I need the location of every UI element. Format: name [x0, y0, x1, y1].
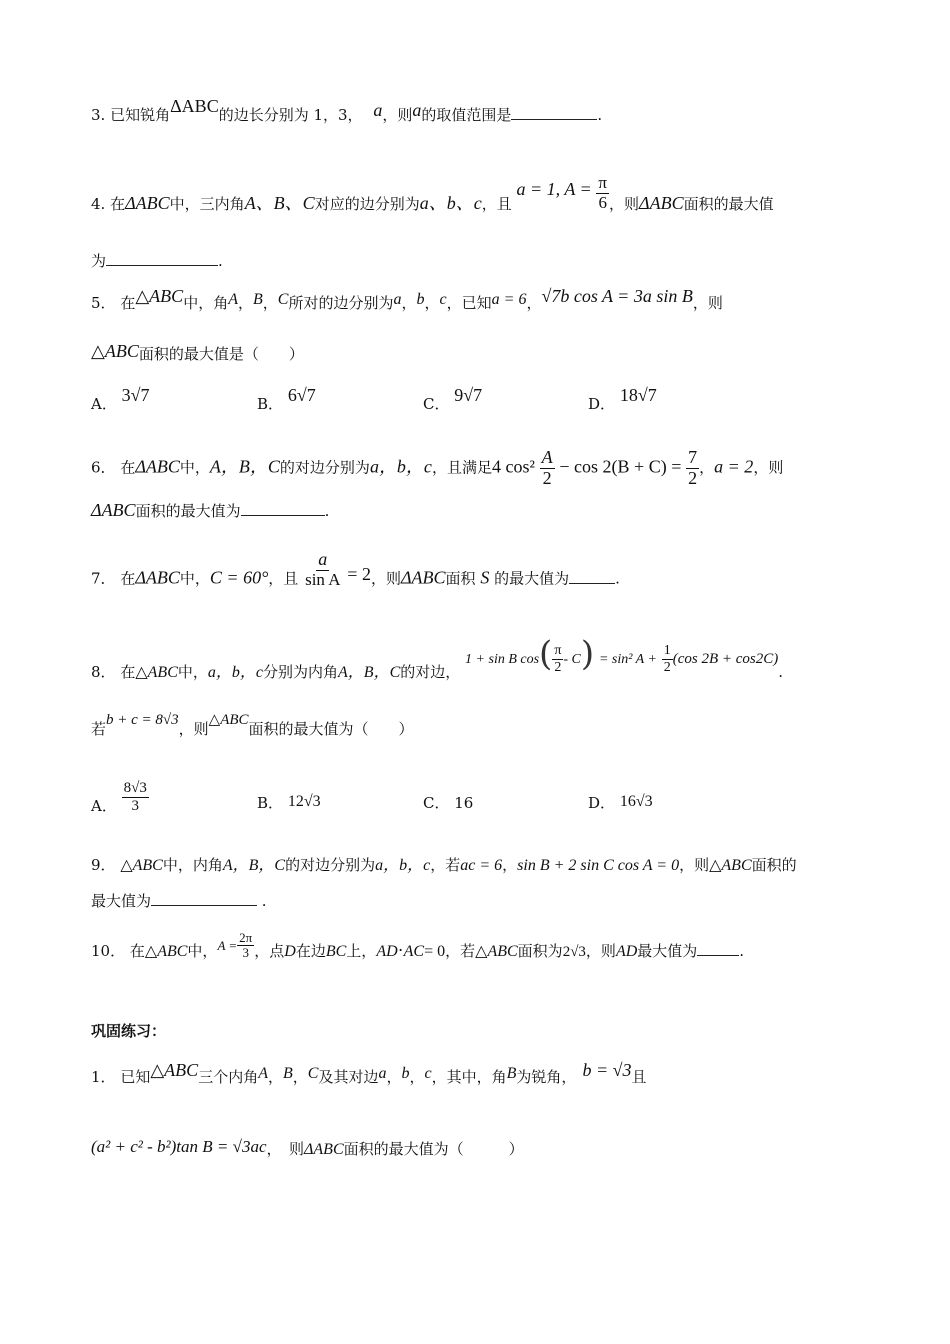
answer-blank[interactable]: [569, 571, 615, 584]
practice-1-line2: (a² + c² - b²)tan B = √3ac， 则ΔABC面积的最大值为（ ）: [91, 1137, 524, 1158]
answer-blank[interactable]: [106, 253, 218, 266]
q5-number: 5．: [91, 294, 116, 312]
q8-option-d[interactable]: D． 16√3: [588, 793, 653, 812]
question-5-line2: △ABC面积的最大值是（ ）: [91, 341, 304, 363]
question-8: 8． 在△ABC中，a，b，c分别为内角A，B，C的对边， 1 + sin B cos( $\frac{\pi}{2}$ - C) = sin² A + $\frac{1}{2}$ (cos 2B + cos2C).: [91, 634, 784, 681]
answer-blank[interactable]: [511, 107, 597, 120]
q3-number: 3.: [91, 106, 106, 124]
q4-number: 4.: [91, 195, 106, 214]
question-6: 6． 在ΔABC中，A，B，C的对边分别为a，b，c，且满足4 cos² $\frac{A}{2}$ − cos 2(B + C) = $\frac{7}{2}$ ，a = 2，则: [91, 447, 784, 488]
question-5: 5． 在△ABC中，角A，B，C所对的边分别为a，b，c，已知a = 6，√7b cos A = 3a sin B，则: [91, 286, 723, 312]
q5-option-c[interactable]: C． 9√7: [423, 385, 483, 413]
practice-1: 1． 已知△ABC三个内角A，B，C及其对边a，b，c，其中，角B为锐角， b = √3且: [91, 1060, 647, 1086]
q4-fraction: $\frac{\pi}{6}$: [598, 173, 608, 212]
question-4-line2: 为 .: [91, 252, 223, 270]
question-9: 9． △ABC中，内角A，B，C的对边分别为a，b，c，若ac = 6，sin B + 2 sin C cos A = 0，则△ABC面积的: [91, 856, 797, 874]
question-8-line2: 若b + c = 8√3，则△ABC面积的最大值为（ ）: [91, 712, 414, 738]
q10-number: 10．: [91, 941, 126, 960]
question-4: 4. 在ΔABC中，三内角A、B、C对应的边分别为a、b、c，且 a = 1, A = $\frac{\pi}{6}$ ，则ΔABC面积的最大值: [91, 173, 774, 214]
answer-blank[interactable]: [697, 943, 739, 956]
p1-number: 1．: [91, 1068, 116, 1086]
q4-triangle: ΔABC: [125, 193, 170, 214]
question-6-line2: ΔABC面积的最大值为 .: [91, 500, 330, 520]
q6-number: 6．: [91, 458, 116, 477]
q8-option-c[interactable]: C． 16: [423, 794, 474, 812]
q8-number: 8．: [91, 663, 116, 681]
q7-number: 7．: [91, 569, 116, 588]
question-7: 7． 在ΔABC中，C = 60°，且 $\frac{a}{\text{sin A}}$ = 2，则ΔABC面积 S 的最大值为 .: [91, 549, 620, 589]
section-title: 巩固练习：: [91, 1022, 167, 1040]
q8-option-b[interactable]: B． 12√3: [257, 793, 321, 812]
q5-option-d[interactable]: D． 18√7: [588, 385, 657, 413]
q5-option-a[interactable]: A． 3√7: [91, 385, 150, 413]
question-3: 3. 已知锐角ΔABC的边长分别为 1，3， a，则a的取值范围是 .: [91, 96, 603, 124]
question-9-line2: 最大值为 .: [91, 892, 267, 910]
q5-option-b[interactable]: B． 6√7: [257, 385, 316, 413]
q3-triangle: ΔABC: [170, 96, 219, 116]
q9-number: 9．: [91, 856, 116, 874]
answer-blank[interactable]: [241, 503, 325, 516]
answer-blank[interactable]: [151, 893, 257, 906]
q8-option-a[interactable]: A． $\frac{8√3}{3}$: [91, 780, 147, 815]
question-10: 10． 在△ABC中，A = $\frac{2\pi}{3}$ ，点D在边BC上，AD·AC= 0，若△ABC面积为2√3，则AD最大值为 .: [91, 930, 745, 961]
